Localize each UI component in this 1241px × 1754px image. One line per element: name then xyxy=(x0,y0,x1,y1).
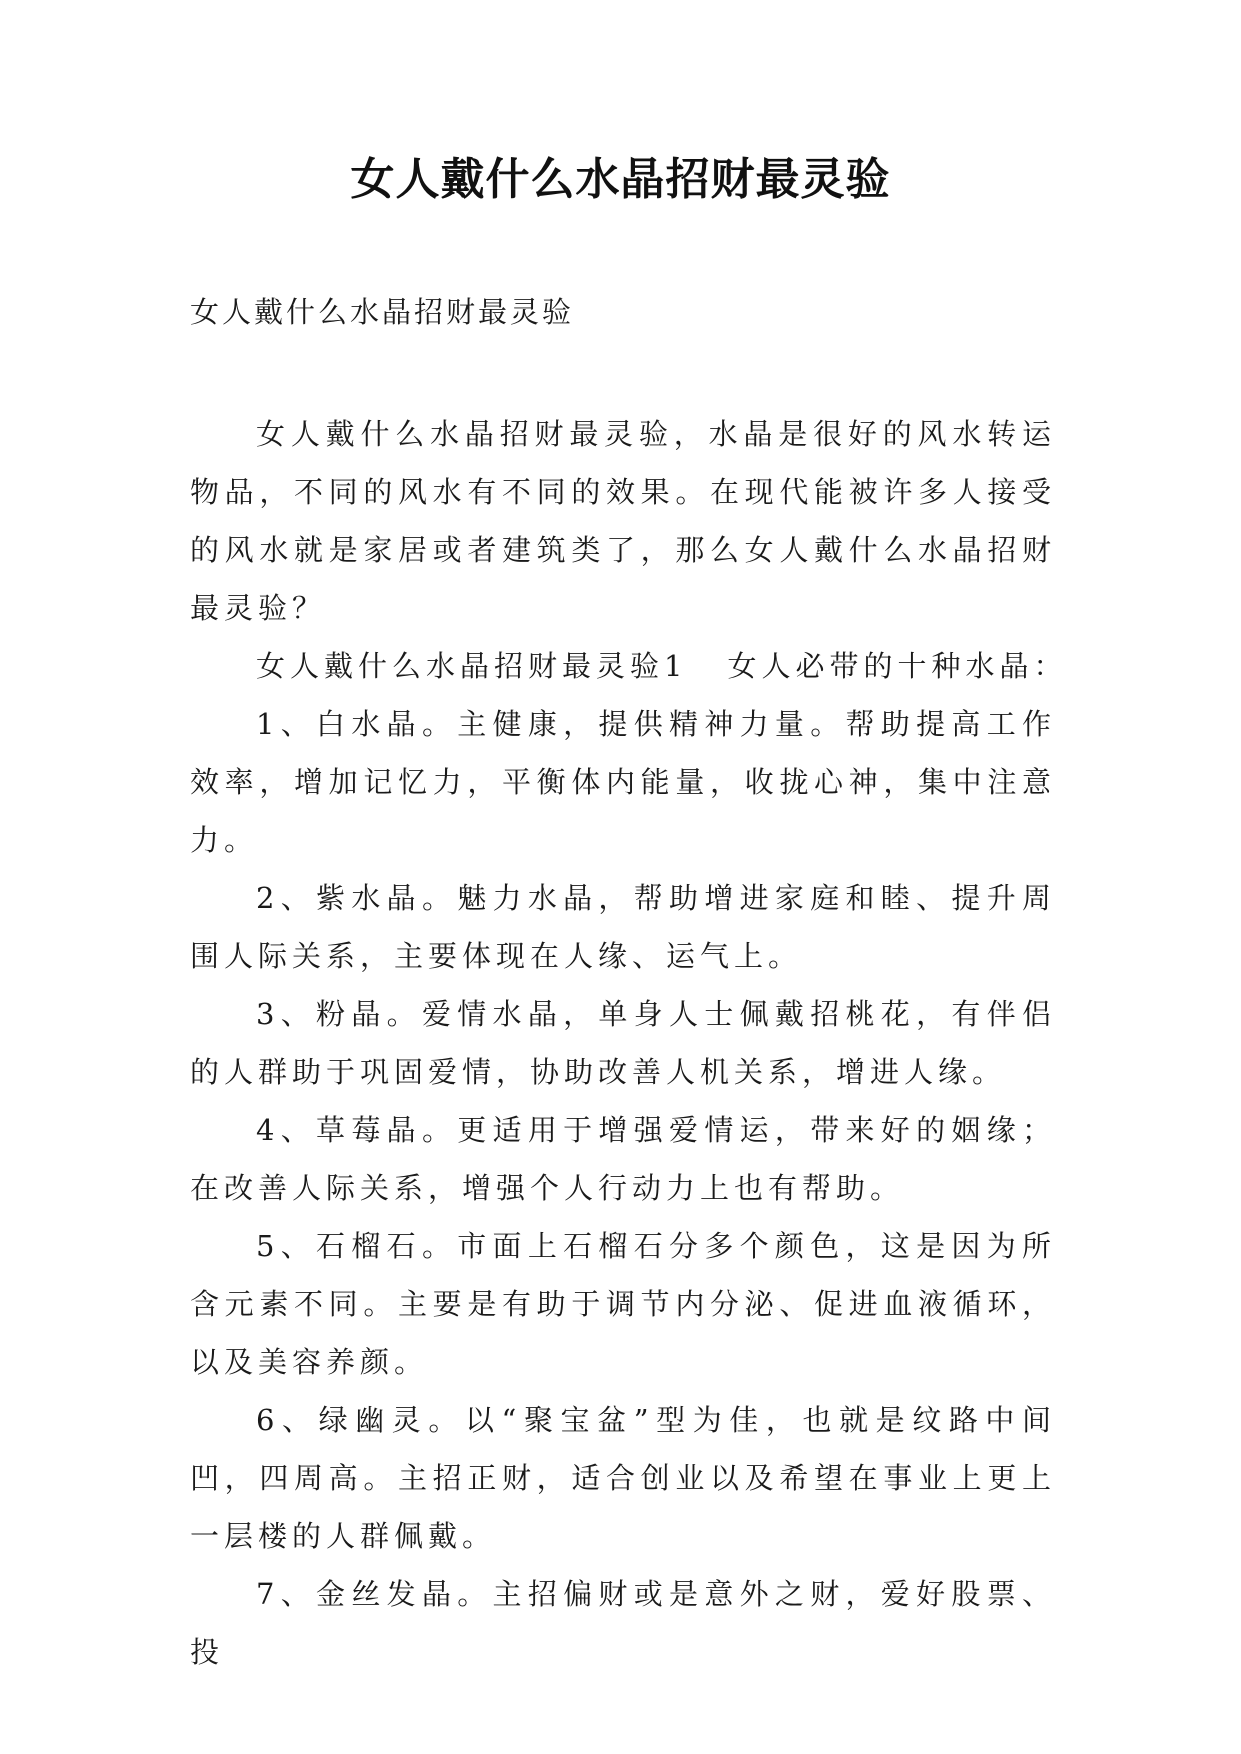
list-item: 7、金丝发晶。主招偏财或是意外之财，爱好股票、投 xyxy=(190,1577,1056,1669)
section-heading-line xyxy=(190,637,1068,695)
list-item: 6、绿幽灵。以“聚宝盆”型为佳，也就是纹路中间凹，四周高。主招正财，适合创业以及希望在事业上更上一层楼的人群佩戴。 xyxy=(190,1403,1056,1553)
document-title: 女人戴什么水晶招财最灵验 xyxy=(350,154,891,205)
list-item: 5、石榴石。市面上石榴石分多个颜色，这是因为所含元素不同。主要是有助于调节内分泌、促进血液循环，以及美容养颜。 xyxy=(190,1229,1056,1379)
list-item: 3、粉晶。爱情水晶，单身人士佩戴招桃花，有伴侣的人群助于巩固爱情，协助改善人机关系，增进人缘。 xyxy=(190,997,1056,1089)
list-item: 4、草莓晶。更适用于增强爱情运，带来好的姻缘；在改善人际关系，增强个人行动力上也有帮助。 xyxy=(190,1113,1056,1205)
intro-paragraph: 女人戴什么水晶招财最灵验，水晶是很好的风水转运物品，不同的风水有不同的效果。在现代能被许多人接受的风水就是家居或者建筑类了，那么女人戴什么水晶招财最灵验？ xyxy=(190,417,1056,625)
list-item: 2、紫水晶。魅力水晶，帮助增进家庭和睦、提升周围人际关系，主要体现在人缘、运气上。 xyxy=(190,881,1056,973)
document-subtitle: 女人戴什么水晶招财最灵验 xyxy=(190,295,575,329)
section-lead: 女人必带的十种水晶： xyxy=(727,649,1068,683)
section-heading: 女人戴什么水晶招财最灵验1 xyxy=(256,649,688,683)
list-item: 1、白水晶。主健康，提供精神力量。帮助提高工作效率，增加记忆力，平衡体内能量，收拢心神，集中注意力。 xyxy=(190,707,1056,857)
document-body xyxy=(190,405,1068,1681)
